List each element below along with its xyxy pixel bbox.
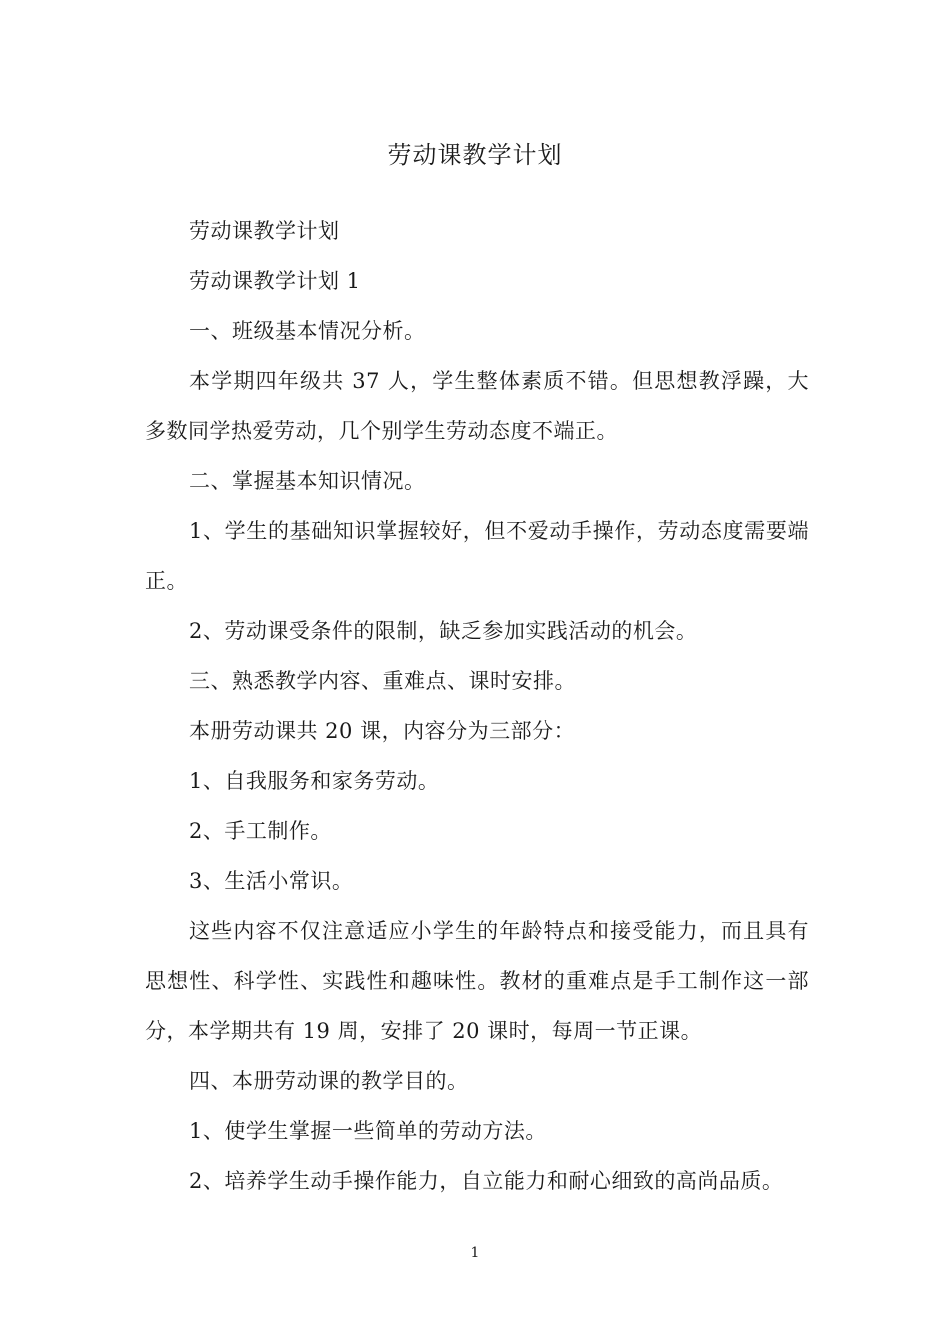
paragraph: 这些内容不仅注意适应小学生的年龄特点和接受能力，而且具有思想性、科学性、实践性和趣味性。教材的重难点是手工制作这一部分，本学期共有 19 周，安排了 20 课时，每周一节正课。: [145, 919, 809, 1043]
document-body: [145, 206, 809, 1206]
paragraph-plan-heading: 劳动课教学计划 1: [189, 269, 361, 293]
list-item: 2、培养学生动手操作能力，自立能力和耐心细致的高尚品质。: [189, 1169, 784, 1193]
paragraph: 本学期四年级共 37 人，学生整体素质不错。但思想教浮躁，大多数同学热爱劳动，几个别学生劳动态度不端正。: [145, 369, 809, 443]
section-heading-2: 二、掌握基本知识情况。: [189, 469, 426, 493]
page-number: 1: [470, 1245, 480, 1261]
list-item: 1、自我服务和家务劳动。: [189, 769, 440, 793]
section-heading-1: 一、班级基本情况分析。: [189, 319, 426, 343]
paragraph: 1、学生的基础知识掌握较好，但不爱动手操作，劳动态度需要端正。: [145, 519, 809, 593]
paragraph-subtitle: 劳动课教学计划: [189, 219, 340, 243]
paragraph: 本册劳动课共 20 课，内容分为三部分：: [189, 719, 576, 743]
section-heading-3: 三、熟悉教学内容、重难点、课时安排。: [189, 669, 576, 693]
paragraph: 2、劳动课受条件的限制，缺乏参加实践活动的机会。: [189, 619, 698, 643]
list-item: 3、生活小常识。: [189, 869, 354, 893]
list-item: 1、使学生掌握一些简单的劳动方法。: [189, 1119, 547, 1143]
section-heading-4: 四、本册劳动课的教学目的。: [189, 1069, 469, 1093]
document-title: 劳动课教学计划: [387, 141, 563, 169]
list-item: 2、手工制作。: [189, 819, 332, 843]
